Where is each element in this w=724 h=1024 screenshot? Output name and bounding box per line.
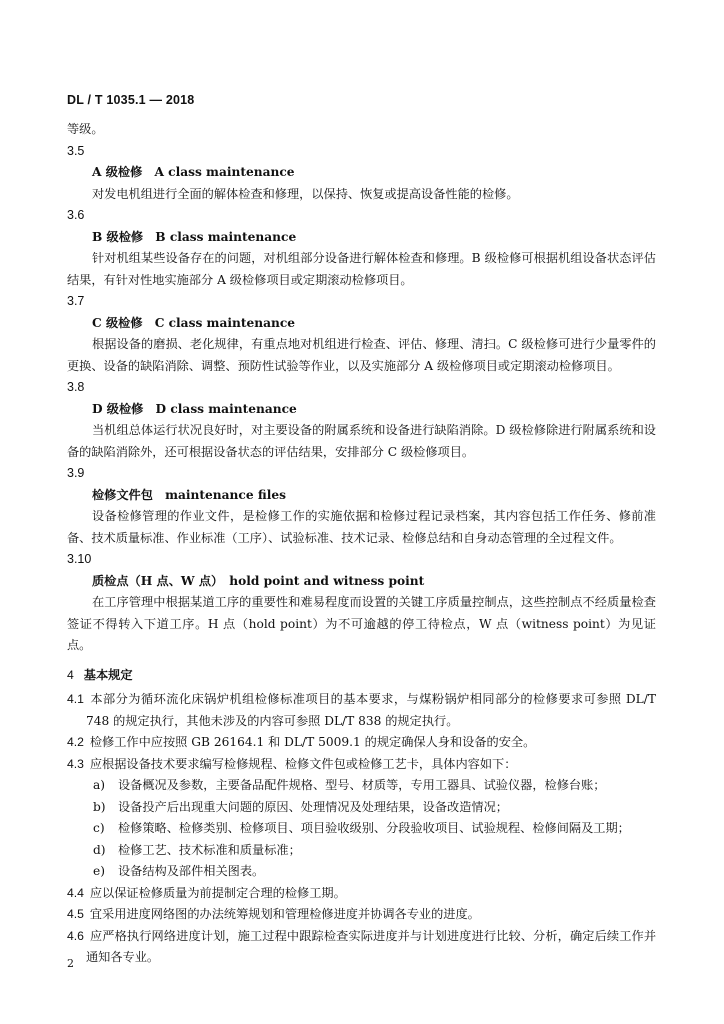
list-item-label: b) <box>93 799 106 814</box>
term-definition: 对发电机组进行全面的解体检查和修理，以保持、恢复或提高设备性能的检修。 <box>92 186 519 201</box>
clause-number: 4.5 <box>67 907 84 921</box>
list-item-text: 设备结构及部件相关图表。 <box>118 864 265 878</box>
continuation-text: 等级。 <box>67 122 104 136</box>
list-item-text: 设备投产后出现重大问题的原因、处理情况及处理结果，设备改造情况； <box>118 799 508 814</box>
clause-number: 4.3 <box>67 756 84 771</box>
clause <box>67 732 656 754</box>
term-number: 3.5 <box>67 143 85 158</box>
list-item-label: a) <box>93 778 106 792</box>
section-number: 4 <box>67 667 74 682</box>
clause-text: 检修工作中应按照 GB 26164.1 和 DL/T 5009.1 的规定确保人身和设备的安全。 <box>89 735 536 749</box>
clause <box>67 689 656 732</box>
term-title: A 级检修 A class maintenance <box>92 165 295 179</box>
list-item <box>67 840 656 862</box>
term-number: 3.7 <box>67 294 85 308</box>
standard-header: DL / T 1035.1 — 2018 <box>67 93 195 107</box>
clause-number: 4.4 <box>67 885 84 900</box>
term-title: D 级检修 D class maintenance <box>92 401 297 416</box>
term-definition: 针对机组某些设备存在的问题，对机组部分设备进行解体检查和修理。B 级检修可根据机组设备状态评估结果，有针对性地实施部分 A 级检修项目或定期滚动检修项目。 <box>67 251 656 287</box>
list-item-text: 检修策略、检修类别、检修项目、项目验收级别、分段验收项目、试验规程、检修间隔及工期； <box>118 821 630 835</box>
list-item-label: e) <box>93 864 105 878</box>
list-item <box>67 818 656 840</box>
term-definition: 在工序管理中根据某道工序的重要性和难易程度而设置的关键工序质量控制点，这些控制点不经质量检查签证不得转入下道工序。H 点（hold point）为不可逾越的停工待检点，W 点（witness point）为见证点。 <box>67 595 656 652</box>
clause <box>67 926 656 969</box>
term-title: 质检点（H 点、W 点） hold point and witness point <box>92 573 425 588</box>
clause-text: 本部分为循环流化床锅炉机组检修标准项目的基本要求，与煤粉锅炉相同部分的检修要求可参照 DL/T 748 的规定执行，其他未涉及的内容可参照 DL/T 838 的规定执行。 <box>86 692 656 728</box>
page-number: 2 <box>67 957 74 970</box>
clause-number: 4.2 <box>67 735 84 749</box>
term-number: 3.8 <box>67 380 85 394</box>
section-title: 基本规定 <box>83 667 133 682</box>
clause-text: 应以保证检修质量为前提制定合理的检修工期。 <box>89 885 346 900</box>
clause <box>67 904 656 926</box>
term-title: 检修文件包 maintenance files <box>92 487 286 502</box>
clause-text: 宜采用进度网络图的办法统筹规划和管理检修进度并协调各专业的进度。 <box>89 907 480 921</box>
list-item <box>67 775 656 797</box>
term-number: 3.6 <box>67 208 85 222</box>
list-item-text: 设备概况及参数，主要备品配件规格、型号、材质等，专用工器具、试验仪器，检修台账； <box>118 778 606 792</box>
clause <box>67 754 656 776</box>
term-number: 3.9 <box>67 466 85 480</box>
clause-text: 应严格执行网络进度计划，施工过程中跟踪检查实际进度并与计划进度进行比较、分析，确定后续工作并通知各专业。 <box>86 928 657 964</box>
term-definition: 设备检修管理的作业文件，是检修工作的实施依据和检修过程记录档案，其内容包括工作任务、修前准备、技术质量标准、作业标准（工序）、试验标准、技术记录、检修总结和自身动态管理的全过程文件。 <box>67 509 656 545</box>
term-number: 3.10 <box>67 552 92 566</box>
list-item-label: c) <box>93 821 105 835</box>
page-content <box>67 119 656 969</box>
term-definition: 根据设备的磨损、老化规律，有重点地对机组进行检查、评估、修理、清扫。C 级检修可进行少量零件的更换、设备的缺陷消除、调整、预防性试验等作业，以及实施部分 A 级检修项目或定期滚动检修项目。 <box>67 337 656 373</box>
section-heading <box>67 665 656 687</box>
term-title: C 级检修 C class maintenance <box>92 315 296 330</box>
list-item-text: 检修工艺、技术标准和质量标准； <box>118 842 301 857</box>
clause-number: 4.1 <box>67 692 84 706</box>
term-definition: 当机组总体运行状况良好时，对主要设备的附属系统和设备进行缺陷消除。D 级检修除进行附属系统和设备的缺陷消除外，还可根据设备状态的评估结果，安排部分 C 级检修项目。 <box>67 423 656 459</box>
clause <box>67 883 656 905</box>
list-item <box>67 861 656 883</box>
list-item <box>67 797 656 819</box>
list-item-label: d) <box>93 842 106 857</box>
clause-number: 4.6 <box>67 928 84 943</box>
term-title: B 级检修 B class maintenance <box>92 229 297 244</box>
clause-text: 应根据设备技术要求编写检修规程、检修文件包或检修工艺卡，具体内容如下： <box>89 756 517 771</box>
